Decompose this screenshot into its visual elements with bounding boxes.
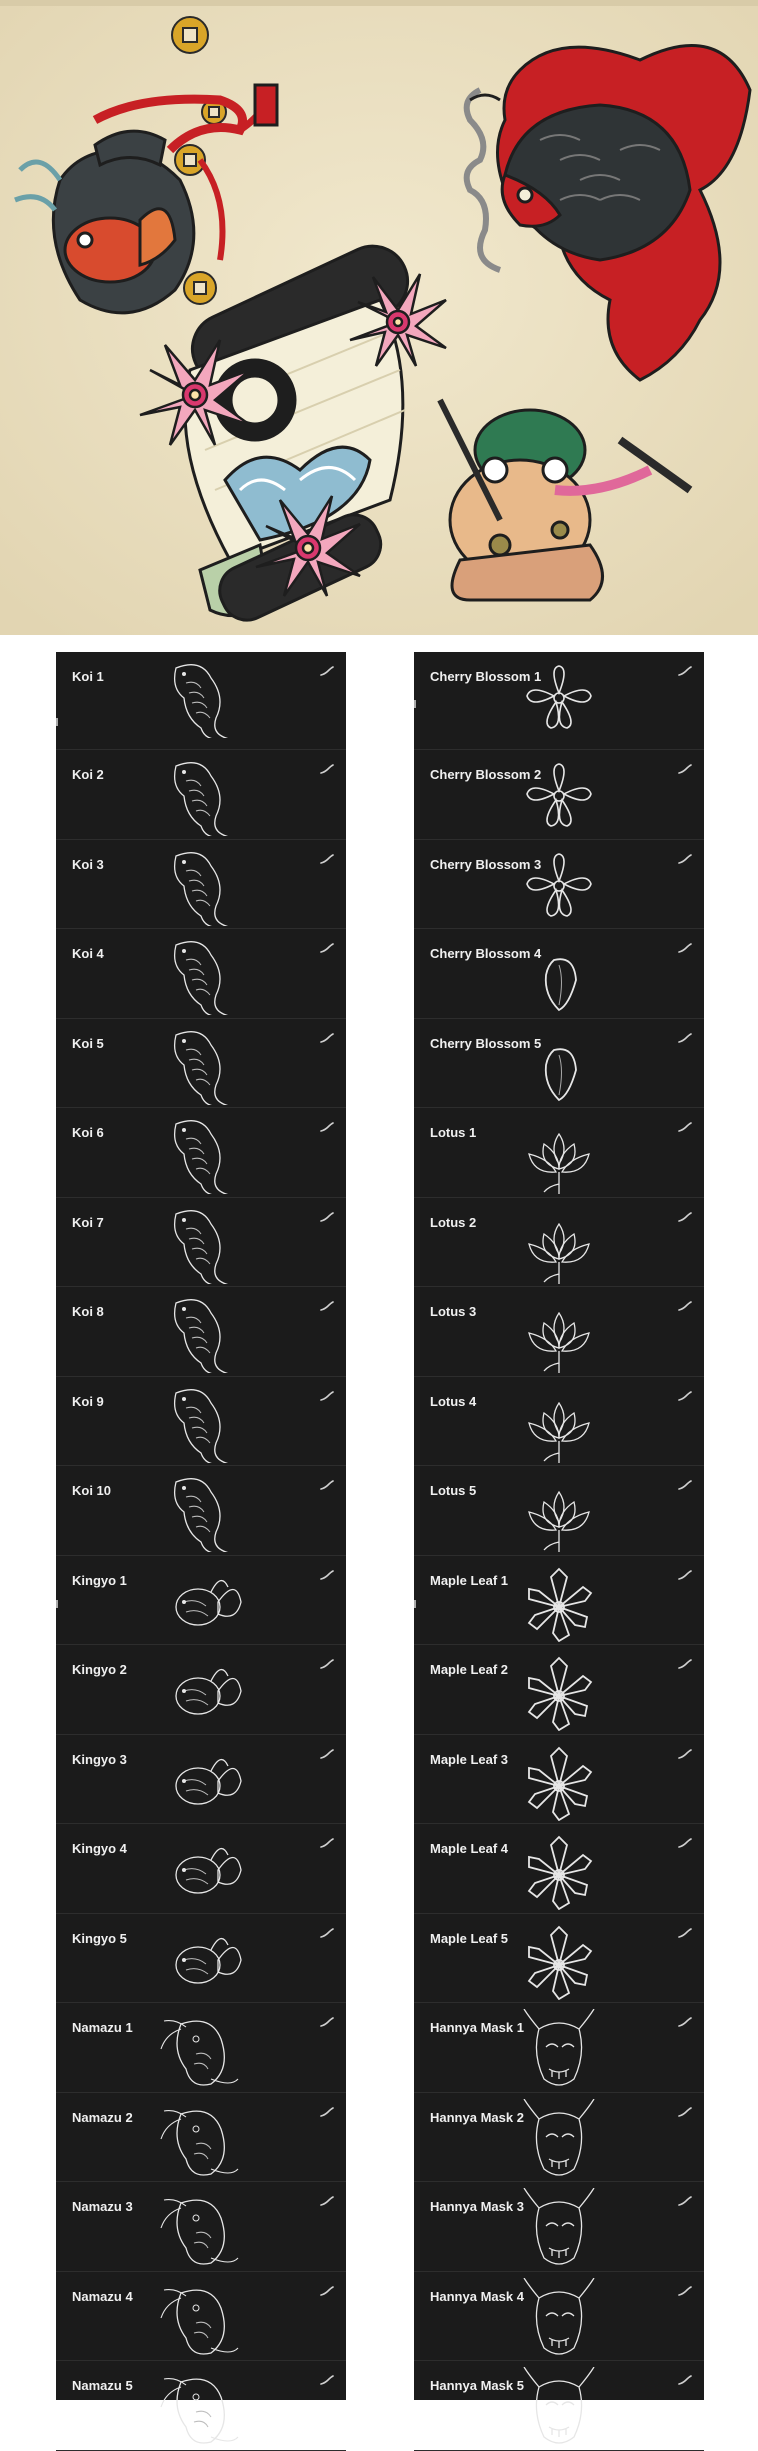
brush-stroke-icon — [678, 1033, 692, 1043]
brush-stroke-icon — [320, 1928, 334, 1938]
brush-stroke-icon — [678, 2286, 692, 2296]
brush-item[interactable] — [56, 2361, 346, 2451]
brush-stroke-icon — [320, 1301, 334, 1311]
brush-stroke-preview — [514, 1651, 604, 1731]
brush-name: Kingyo 3 — [72, 1751, 127, 1767]
brush-stroke-icon — [320, 1570, 334, 1580]
brush-stroke-preview — [156, 2188, 246, 2268]
brush-stroke-icon — [320, 1122, 334, 1132]
brush-name: Cherry Blossom 4 — [430, 946, 542, 961]
tattoo-flash-artwork — [0, 0, 758, 635]
brush-name: Lotus 4 — [430, 1393, 477, 1409]
brush-item[interactable] — [414, 1287, 704, 1377]
brush-item[interactable] — [56, 1556, 346, 1646]
brush-name: Hannya Mask 5 — [430, 2378, 524, 2393]
brush-item[interactable] — [56, 2003, 346, 2093]
brush-item[interactable] — [414, 1735, 704, 1825]
brush-item[interactable] — [414, 2093, 704, 2183]
brush-name: Cherry Blossom 3 — [430, 856, 542, 872]
brush-name: Kingyo 1 — [72, 1572, 127, 1588]
brush-name: Lotus 5 — [430, 1483, 477, 1498]
brush-name: Koi 6 — [72, 1125, 104, 1140]
brush-name: Namazu 5 — [72, 2378, 133, 2393]
brush-name: Lotus 2 — [430, 1214, 477, 1230]
brush-item[interactable] — [414, 1645, 704, 1735]
brush-stroke-preview — [156, 1920, 246, 2000]
brush-item[interactable] — [414, 1556, 704, 1646]
brush-name: Kingyo 4 — [72, 1841, 127, 1856]
brush-stroke-icon — [678, 1391, 692, 1401]
brush-stroke-icon — [678, 666, 692, 676]
brush-stroke-preview — [514, 756, 604, 836]
brush-name: Koi 5 — [72, 1035, 104, 1051]
brush-item[interactable] — [56, 750, 346, 840]
brush-name: Kingyo 2 — [72, 1662, 127, 1677]
brush-stroke-preview — [514, 846, 604, 926]
brush-stroke-icon — [678, 2375, 692, 2385]
brush-stroke-preview — [156, 1651, 246, 1731]
brush-name: Hannya Mask 1 — [430, 2020, 524, 2035]
brush-name: Maple Leaf 2 — [430, 1662, 509, 1677]
brush-name: Maple Leaf 1 — [430, 1572, 509, 1588]
brush-stroke-icon — [320, 1033, 334, 1043]
brush-stroke-preview — [514, 2278, 604, 2358]
brush-item[interactable] — [56, 1824, 346, 1914]
brush-stroke-preview — [514, 2188, 604, 2268]
brush-name: Maple Leaf 5 — [430, 1930, 509, 1946]
brush-stroke-preview — [514, 2099, 604, 2179]
brush-item[interactable] — [414, 652, 704, 750]
brush-name: Hannya Mask 4 — [430, 2288, 524, 2304]
brush-item[interactable] — [414, 1914, 704, 2004]
brush-stroke-icon — [678, 1301, 692, 1311]
brush-stroke-icon — [678, 2107, 692, 2117]
brush-stroke-icon — [678, 2196, 692, 2206]
brush-stroke-preview — [156, 2278, 246, 2358]
brush-name: Maple Leaf 3 — [430, 1751, 509, 1767]
brush-stroke-preview — [156, 935, 246, 1015]
brush-item[interactable] — [56, 840, 346, 930]
brush-name: Cherry Blossom 5 — [430, 1035, 542, 1051]
brush-item[interactable] — [56, 1019, 346, 1109]
brush-stroke-preview — [156, 2009, 246, 2089]
brush-name: Namazu 1 — [72, 2020, 133, 2035]
brush-item[interactable] — [414, 1377, 704, 1467]
brush-stroke-icon — [678, 764, 692, 774]
brush-item[interactable] — [414, 1198, 704, 1288]
brush-item[interactable] — [414, 1108, 704, 1198]
brush-stroke-preview — [514, 1920, 604, 2000]
brush-stroke-icon — [320, 1391, 334, 1401]
brush-stroke-preview — [156, 1830, 246, 1910]
brush-item[interactable] — [56, 1108, 346, 1198]
brush-item[interactable] — [414, 750, 704, 840]
brush-stroke-icon — [320, 854, 334, 864]
brush-item[interactable] — [56, 652, 346, 750]
brush-name: Koi 4 — [72, 946, 104, 961]
brush-item[interactable] — [56, 1914, 346, 2004]
brush-stroke-icon — [678, 2017, 692, 2027]
brush-stroke-preview — [156, 658, 246, 738]
hero-illustration — [0, 0, 758, 635]
brush-item[interactable] — [56, 2272, 346, 2362]
brush-name: Koi 9 — [72, 1393, 104, 1409]
brush-item[interactable] — [414, 2361, 704, 2451]
brush-stroke-icon — [320, 2107, 334, 2117]
brush-item[interactable] — [414, 1466, 704, 1556]
brush-name: Maple Leaf 4 — [430, 1841, 509, 1856]
brush-stroke-preview — [156, 1114, 246, 1194]
brush-item[interactable] — [414, 2003, 704, 2093]
brush-item[interactable] — [56, 1466, 346, 1556]
brush-stroke-preview — [156, 1025, 246, 1105]
brush-item[interactable] — [414, 2272, 704, 2362]
brush-stroke-icon — [678, 1480, 692, 1490]
brush-item[interactable] — [56, 2093, 346, 2183]
brush-stroke-preview — [514, 2367, 604, 2447]
brush-stroke-icon — [678, 1838, 692, 1848]
brush-name: Kingyo 5 — [72, 1930, 127, 1946]
brush-stroke-icon — [678, 854, 692, 864]
brush-name: Namazu 3 — [72, 2199, 133, 2214]
brush-stroke-preview — [156, 1293, 246, 1373]
brush-stroke-icon — [320, 2017, 334, 2027]
brush-stroke-icon — [320, 666, 334, 676]
brush-stroke-preview — [156, 846, 246, 926]
brush-stroke-preview — [514, 1562, 604, 1642]
brush-stroke-icon — [320, 943, 334, 953]
brush-stroke-icon — [320, 1480, 334, 1490]
brush-stroke-preview — [156, 2099, 246, 2179]
brush-item[interactable] — [56, 1287, 346, 1377]
brush-stroke-preview — [156, 1383, 246, 1463]
brush-stroke-preview — [514, 1204, 604, 1284]
brush-name: Koi 10 — [72, 1483, 112, 1498]
brush-name: Cherry Blossom 1 — [430, 669, 542, 684]
brush-item[interactable] — [414, 2182, 704, 2272]
brush-item[interactable] — [56, 1735, 346, 1825]
brush-stroke-preview — [514, 1025, 604, 1105]
brush-list-left — [56, 652, 346, 2400]
brush-stroke-preview — [514, 1741, 604, 1821]
brush-name: Koi 3 — [72, 856, 104, 872]
brush-stroke-icon — [678, 1570, 692, 1580]
brush-item[interactable] — [414, 929, 704, 1019]
brush-name: Koi 2 — [72, 767, 104, 782]
brush-stroke-preview — [514, 1293, 604, 1373]
brush-stroke-preview — [514, 1114, 604, 1194]
brush-stroke-icon — [320, 2196, 334, 2206]
brush-item[interactable] — [56, 1645, 346, 1735]
brush-stroke-preview — [514, 2009, 604, 2089]
brush-name: Koi 1 — [72, 669, 104, 684]
brush-list-right — [414, 652, 704, 2400]
brush-stroke-preview — [156, 1562, 246, 1642]
brush-stroke-preview — [156, 756, 246, 836]
brush-name: Hannya Mask 3 — [430, 2199, 524, 2214]
brush-item[interactable] — [56, 2182, 346, 2272]
brush-stroke-icon — [678, 1928, 692, 1938]
brush-stroke-icon — [678, 1212, 692, 1222]
brush-stroke-icon — [678, 1659, 692, 1669]
brush-stroke-icon — [320, 1212, 334, 1222]
brush-stroke-preview — [156, 1472, 246, 1552]
brush-item[interactable] — [414, 1019, 704, 1109]
brush-stroke-preview — [514, 1472, 604, 1552]
brush-name: Koi 7 — [72, 1214, 104, 1230]
brush-item[interactable] — [56, 929, 346, 1019]
brush-stroke-icon — [320, 1659, 334, 1669]
brush-name: Namazu 2 — [72, 2109, 133, 2125]
brush-stroke-preview — [514, 1830, 604, 1910]
brush-stroke-icon — [320, 2286, 334, 2296]
brush-stroke-icon — [678, 1749, 692, 1759]
brush-stroke-icon — [320, 1838, 334, 1848]
brush-stroke-preview — [514, 935, 604, 1015]
brush-stroke-preview — [514, 1383, 604, 1463]
brush-name: Namazu 4 — [72, 2288, 133, 2304]
brush-stroke-preview — [156, 1204, 246, 1284]
brush-stroke-icon — [320, 1749, 334, 1759]
brush-item[interactable] — [414, 1824, 704, 1914]
brush-name: Cherry Blossom 2 — [430, 767, 542, 782]
brush-stroke-icon — [320, 764, 334, 774]
brush-stroke-preview — [156, 2367, 246, 2447]
brush-name: Lotus 3 — [430, 1304, 477, 1319]
brush-stroke-preview — [514, 658, 604, 738]
brush-stroke-icon — [678, 1122, 692, 1132]
brush-stroke-preview — [156, 1741, 246, 1821]
brush-stroke-icon — [678, 943, 692, 953]
brush-name: Lotus 1 — [430, 1125, 477, 1140]
brush-item[interactable] — [56, 1198, 346, 1288]
brush-item[interactable] — [414, 840, 704, 930]
brush-name: Hannya Mask 2 — [430, 2109, 524, 2125]
brush-item[interactable] — [56, 1377, 346, 1467]
brush-name: Koi 8 — [72, 1304, 104, 1319]
brush-stroke-icon — [320, 2375, 334, 2385]
